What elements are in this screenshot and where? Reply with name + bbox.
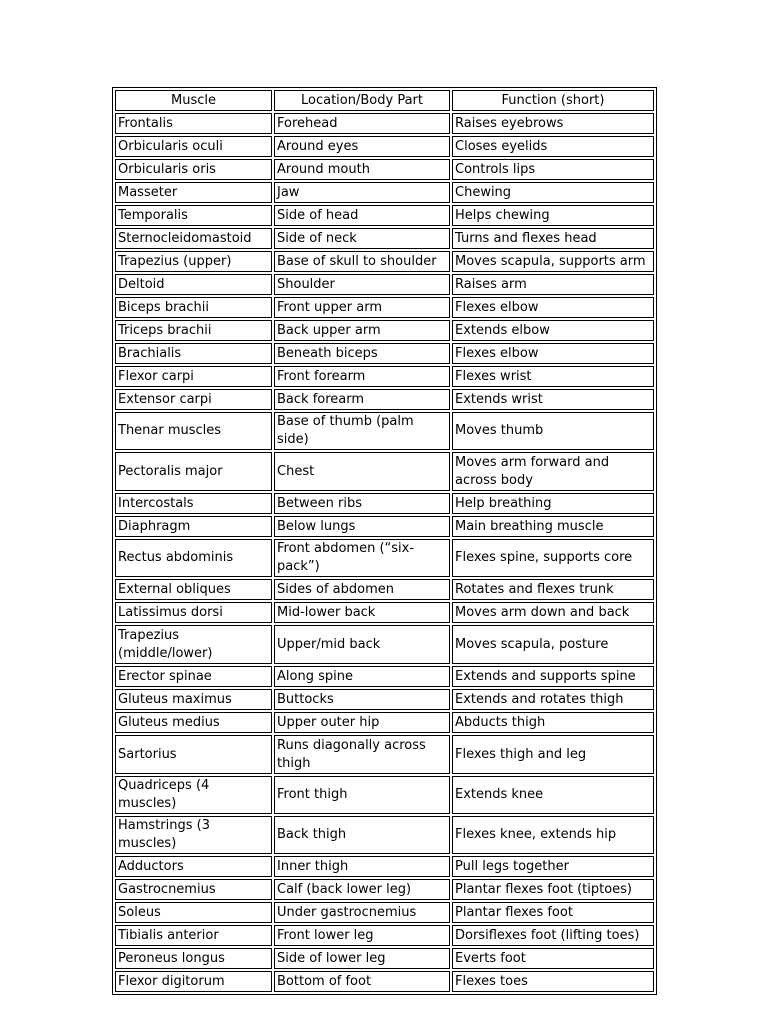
cell-location: Runs diagonally across thigh bbox=[274, 735, 450, 774]
cell-function: Extends and rotates thigh bbox=[452, 689, 654, 710]
table-row bbox=[115, 856, 654, 877]
cell-function: Flexes elbow bbox=[452, 297, 654, 318]
table-row bbox=[115, 948, 654, 969]
cell-function: Moves arm down and back bbox=[452, 602, 654, 623]
cell-function: Chewing bbox=[452, 182, 654, 203]
table-row bbox=[115, 602, 654, 623]
cell-location: Back forearm bbox=[274, 389, 450, 410]
cell-function: Abducts thigh bbox=[452, 712, 654, 733]
cell-function: Extends and supports spine bbox=[452, 666, 654, 687]
cell-muscle: Triceps brachii bbox=[115, 320, 272, 341]
cell-muscle: Temporalis bbox=[115, 205, 272, 226]
cell-location: Side of lower leg bbox=[274, 948, 450, 969]
cell-location: Beneath biceps bbox=[274, 343, 450, 364]
table-row bbox=[115, 343, 654, 364]
header-function: Function (short) bbox=[452, 90, 654, 111]
table-row bbox=[115, 735, 654, 774]
cell-location: Front abdomen (“six-pack”) bbox=[274, 539, 450, 577]
table-row bbox=[115, 539, 654, 577]
cell-function: Moves thumb bbox=[452, 412, 654, 450]
muscle-table bbox=[112, 87, 657, 995]
cell-function: Extends wrist bbox=[452, 389, 654, 410]
cell-location: Upper/mid back bbox=[274, 625, 450, 664]
cell-function: Rotates and flexes trunk bbox=[452, 579, 654, 600]
cell-location: Under gastrocnemius bbox=[274, 902, 450, 923]
cell-location: Front forearm bbox=[274, 366, 450, 387]
cell-function: Plantar flexes foot bbox=[452, 902, 654, 923]
cell-muscle: Quadriceps (4 muscles) bbox=[115, 776, 272, 814]
cell-location: Front thigh bbox=[274, 776, 450, 814]
table-row bbox=[115, 452, 654, 491]
cell-location: Inner thigh bbox=[274, 856, 450, 877]
cell-muscle: Brachialis bbox=[115, 343, 272, 364]
table-row bbox=[115, 251, 654, 272]
cell-function: Everts foot bbox=[452, 948, 654, 969]
table-row bbox=[115, 366, 654, 387]
table-row bbox=[115, 689, 654, 710]
table-row bbox=[115, 320, 654, 341]
table-row bbox=[115, 625, 654, 664]
cell-function: Flexes knee, extends hip bbox=[452, 816, 654, 854]
table-row bbox=[115, 274, 654, 295]
cell-location: Below lungs bbox=[274, 516, 450, 537]
cell-muscle: Orbicularis oris bbox=[115, 159, 272, 180]
cell-muscle: Flexor digitorum bbox=[115, 971, 272, 992]
cell-function: Moves arm forward and across body bbox=[452, 452, 654, 491]
table-header-row bbox=[115, 90, 654, 111]
cell-muscle: Thenar muscles bbox=[115, 412, 272, 450]
table-row bbox=[115, 816, 654, 854]
table-row bbox=[115, 712, 654, 733]
table-row bbox=[115, 879, 654, 900]
cell-location: Jaw bbox=[274, 182, 450, 203]
cell-muscle: Extensor carpi bbox=[115, 389, 272, 410]
table-row bbox=[115, 516, 654, 537]
muscle-table-container bbox=[112, 87, 657, 995]
cell-muscle: Erector spinae bbox=[115, 666, 272, 687]
cell-function: Flexes thigh and leg bbox=[452, 735, 654, 774]
cell-muscle: Sartorius bbox=[115, 735, 272, 774]
table-row bbox=[115, 389, 654, 410]
cell-muscle: Gastrocnemius bbox=[115, 879, 272, 900]
cell-location: Bottom of foot bbox=[274, 971, 450, 992]
cell-location: Back thigh bbox=[274, 816, 450, 854]
cell-location: Sides of abdomen bbox=[274, 579, 450, 600]
cell-function: Controls lips bbox=[452, 159, 654, 180]
cell-function: Pull legs together bbox=[452, 856, 654, 877]
table-row bbox=[115, 113, 654, 134]
cell-muscle: Deltoid bbox=[115, 274, 272, 295]
cell-muscle: Intercostals bbox=[115, 493, 272, 514]
table-row bbox=[115, 182, 654, 203]
cell-function: Dorsiflexes foot (lifting toes) bbox=[452, 925, 654, 946]
cell-muscle: Rectus abdominis bbox=[115, 539, 272, 577]
cell-function: Plantar flexes foot (tiptoes) bbox=[452, 879, 654, 900]
cell-location: Calf (back lower leg) bbox=[274, 879, 450, 900]
cell-function: Flexes toes bbox=[452, 971, 654, 992]
cell-location: Buttocks bbox=[274, 689, 450, 710]
cell-muscle: Pectoralis major bbox=[115, 452, 272, 491]
cell-location: Back upper arm bbox=[274, 320, 450, 341]
table-row bbox=[115, 297, 654, 318]
table-row bbox=[115, 136, 654, 157]
cell-location: Side of neck bbox=[274, 228, 450, 249]
table-row bbox=[115, 666, 654, 687]
cell-muscle: Soleus bbox=[115, 902, 272, 923]
table-row bbox=[115, 579, 654, 600]
cell-function: Main breathing muscle bbox=[452, 516, 654, 537]
cell-location: Side of head bbox=[274, 205, 450, 226]
cell-location: Along spine bbox=[274, 666, 450, 687]
cell-muscle: Trapezius (middle/lower) bbox=[115, 625, 272, 664]
table-row bbox=[115, 493, 654, 514]
cell-muscle: Masseter bbox=[115, 182, 272, 203]
cell-function: Helps chewing bbox=[452, 205, 654, 226]
cell-function: Moves scapula, posture bbox=[452, 625, 654, 664]
cell-muscle: Tibialis anterior bbox=[115, 925, 272, 946]
cell-function: Raises arm bbox=[452, 274, 654, 295]
cell-function: Raises eyebrows bbox=[452, 113, 654, 134]
header-location: Location/Body Part bbox=[274, 90, 450, 111]
cell-muscle: Sternocleidomastoid bbox=[115, 228, 272, 249]
cell-muscle: Flexor carpi bbox=[115, 366, 272, 387]
cell-location: Front lower leg bbox=[274, 925, 450, 946]
table-row bbox=[115, 228, 654, 249]
cell-function: Extends knee bbox=[452, 776, 654, 814]
cell-location: Mid-lower back bbox=[274, 602, 450, 623]
cell-function: Extends elbow bbox=[452, 320, 654, 341]
cell-muscle: Hamstrings (3 muscles) bbox=[115, 816, 272, 854]
cell-muscle: Peroneus longus bbox=[115, 948, 272, 969]
cell-muscle: Gluteus medius bbox=[115, 712, 272, 733]
cell-location: Upper outer hip bbox=[274, 712, 450, 733]
table-row bbox=[115, 412, 654, 450]
cell-location: Shoulder bbox=[274, 274, 450, 295]
cell-function: Flexes spine, supports core bbox=[452, 539, 654, 577]
cell-location: Between ribs bbox=[274, 493, 450, 514]
cell-location: Chest bbox=[274, 452, 450, 491]
table-row bbox=[115, 776, 654, 814]
cell-location: Around eyes bbox=[274, 136, 450, 157]
cell-location: Front upper arm bbox=[274, 297, 450, 318]
cell-function: Closes eyelids bbox=[452, 136, 654, 157]
table-row bbox=[115, 925, 654, 946]
cell-muscle: Gluteus maximus bbox=[115, 689, 272, 710]
cell-muscle: Latissimus dorsi bbox=[115, 602, 272, 623]
cell-muscle: Orbicularis oculi bbox=[115, 136, 272, 157]
cell-function: Turns and flexes head bbox=[452, 228, 654, 249]
cell-muscle: Frontalis bbox=[115, 113, 272, 134]
cell-function: Moves scapula, supports arm bbox=[452, 251, 654, 272]
cell-muscle: Trapezius (upper) bbox=[115, 251, 272, 272]
cell-function: Help breathing bbox=[452, 493, 654, 514]
header-muscle: Muscle bbox=[115, 90, 272, 111]
cell-location: Around mouth bbox=[274, 159, 450, 180]
cell-muscle: Adductors bbox=[115, 856, 272, 877]
cell-location: Base of thumb (palm side) bbox=[274, 412, 450, 450]
cell-location: Forehead bbox=[274, 113, 450, 134]
cell-location: Base of skull to shoulder bbox=[274, 251, 450, 272]
table-row bbox=[115, 159, 654, 180]
cell-muscle: External obliques bbox=[115, 579, 272, 600]
cell-muscle: Diaphragm bbox=[115, 516, 272, 537]
table-row bbox=[115, 971, 654, 992]
cell-function: Flexes wrist bbox=[452, 366, 654, 387]
table-row bbox=[115, 902, 654, 923]
table-row bbox=[115, 205, 654, 226]
table-body bbox=[115, 113, 654, 992]
cell-function: Flexes elbow bbox=[452, 343, 654, 364]
cell-muscle: Biceps brachii bbox=[115, 297, 272, 318]
